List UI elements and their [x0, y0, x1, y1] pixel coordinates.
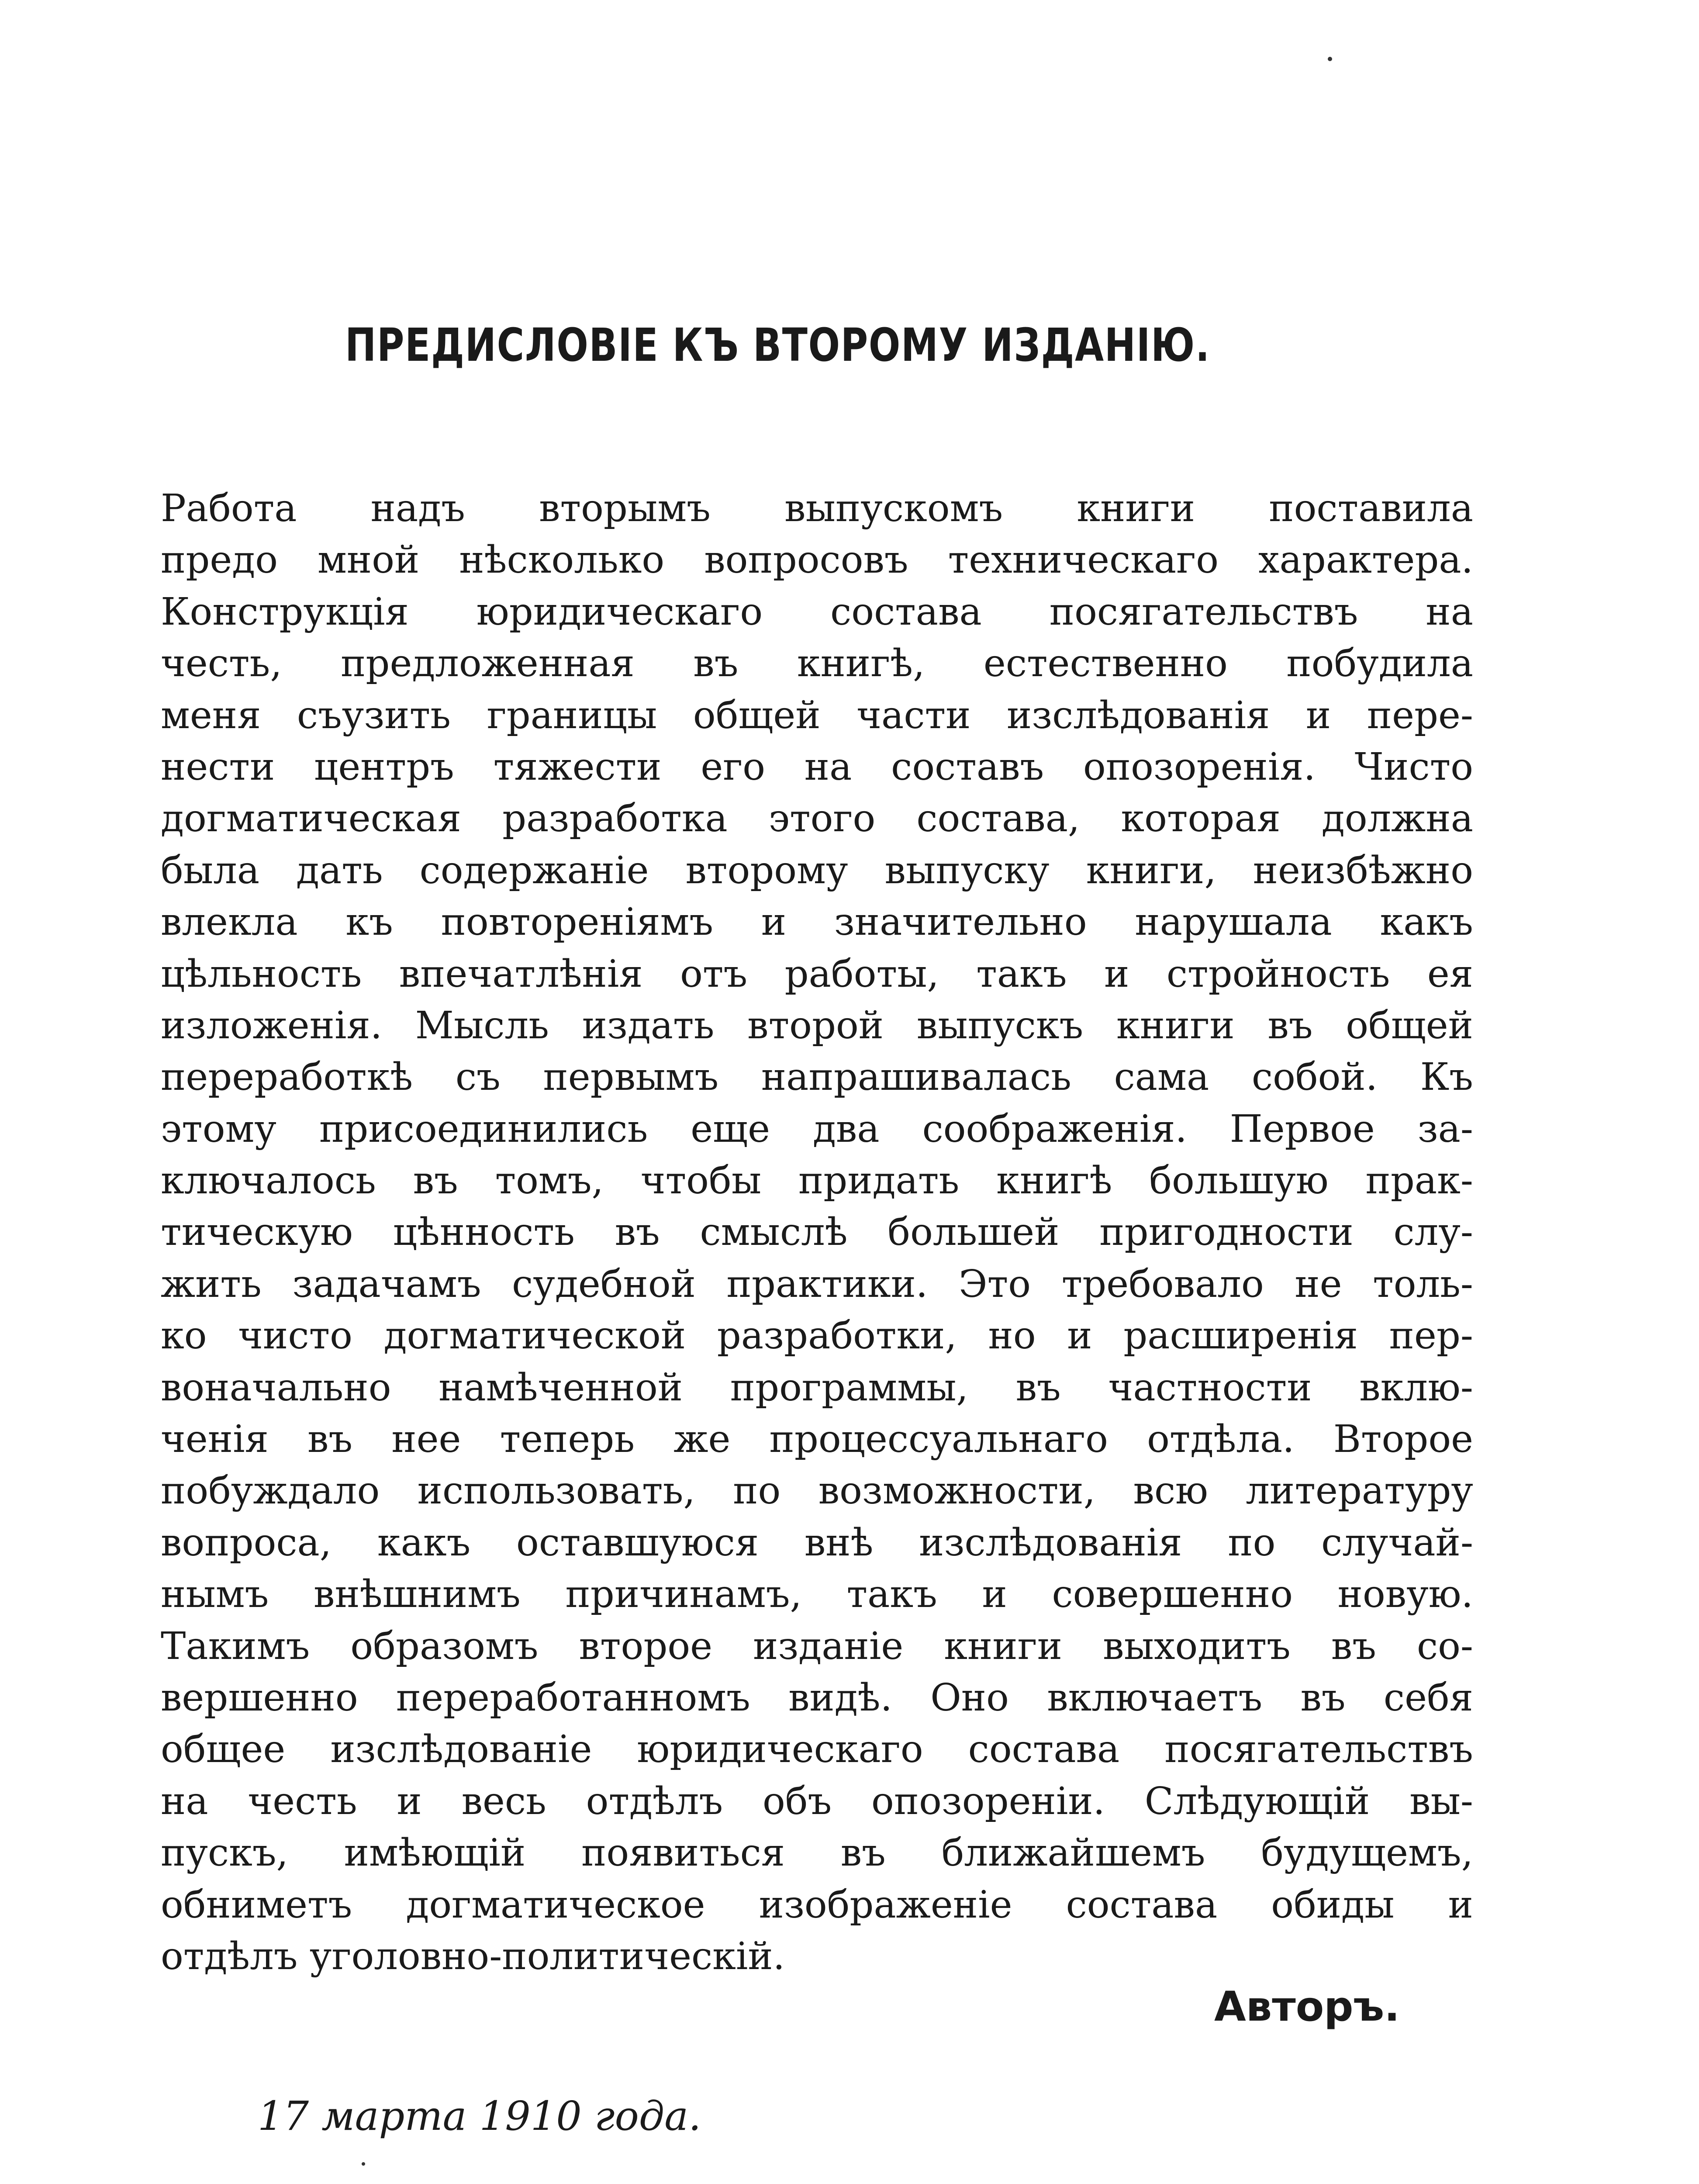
text-line: изложенія. Мысль издать второй выпускъ книги въ общей	[161, 1003, 1473, 1047]
text-line: нести центръ тяжести его на составъ опозоренія. Чисто	[161, 745, 1473, 789]
text-line: предо мной нѣсколько вопросовъ техническаго характера.	[161, 538, 1473, 582]
text-line: влекла къ повтореніямъ и значительно нарушала какъ	[161, 900, 1473, 944]
text-line: переработкѣ съ первымъ напрашивалась сама собой. Къ	[161, 1055, 1473, 1099]
text-line: цѣльность впечатлѣнія отъ работы, такъ и стройность ея	[161, 952, 1473, 996]
text-line: ченія въ нее теперь же процессуальнаго отдѣла. Второе	[161, 1417, 1473, 1462]
text-line: меня съузить границы общей части изслѣдованія и пере-	[161, 693, 1473, 737]
text-line: на честь и весь отдѣлъ объ опозореніи. Слѣдующій вы-	[161, 1779, 1473, 1823]
text-line: ко чисто догматической разработки, но и расширенія пер-	[161, 1314, 1473, 1358]
text-line: воначально намѣченной программы, въ частности вклю-	[161, 1365, 1473, 1410]
text-line: нымъ внѣшнимъ причинамъ, такъ и совершенно новую.	[161, 1572, 1473, 1617]
page-title: ПРЕДИСЛОВІЕ КЪ ВТОРОМУ ИЗДАНІЮ.	[345, 318, 1210, 372]
scan-speck	[362, 2162, 365, 2166]
text-line: обниметъ догматическое изображеніе состава обиды и	[161, 1883, 1473, 1927]
preface-paragraph	[161, 483, 1473, 1982]
text-line: догматическая разработка этого состава, которая должна	[161, 797, 1473, 841]
text-line: пускъ, имѣющій появиться въ ближайшемъ будущемъ,	[161, 1831, 1473, 1875]
text-line: вопроса, какъ оставшуюся внѣ изслѣдованія по случай-	[161, 1521, 1473, 1565]
text-line: Работа надъ вторымъ выпускомъ книги поставила	[161, 487, 1473, 530]
text-line: отдѣлъ уголовно-политическій.	[161, 1934, 785, 1978]
text-line: вершенно переработанномъ видѣ. Оно включаетъ въ себя	[161, 1676, 1473, 1720]
text-line: честь, предложенная въ книгѣ, естественно побудила	[161, 642, 1473, 686]
text-line: ключалось въ томъ, чтобы придать книгѣ большую прак-	[161, 1159, 1473, 1203]
text-line: этому присоединились еще два соображенія. Первое за-	[161, 1107, 1473, 1151]
preface-date: 17 марта 1910 года.	[258, 2093, 701, 2139]
text-line: побуждало использовать, по возможности, всю литературу	[161, 1469, 1473, 1513]
text-line: Такимъ образомъ второе изданіе книги выходитъ въ со-	[161, 1624, 1473, 1668]
text-line: общее изслѣдованіе юридическаго состава посягательствъ	[161, 1728, 1473, 1772]
text-line: тическую цѣнность въ смыслѣ большей пригодности слу-	[161, 1210, 1473, 1254]
scan-speck	[1328, 57, 1332, 61]
text-line: Конструкція юридическаго состава посягательствъ на	[161, 590, 1473, 634]
text-line: жить задачамъ судебной практики. Это требовало не толь-	[161, 1262, 1473, 1306]
text-line: была дать содержаніе второму выпуску книги, неизбѣжно	[161, 848, 1473, 892]
author-signature: Авторъ.	[1214, 1983, 1400, 2031]
